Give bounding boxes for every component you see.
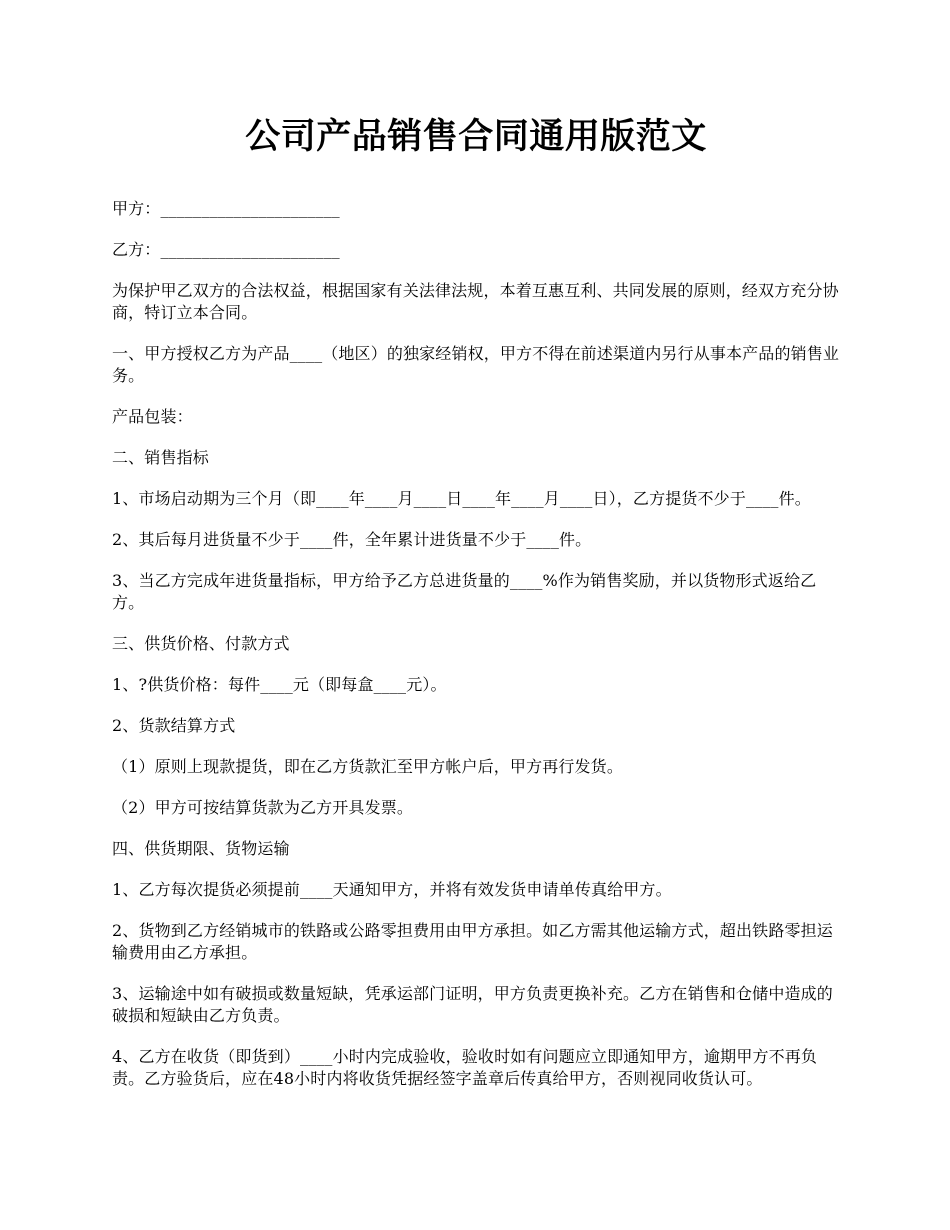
section-3-subitem-2: （2）甲方可按结算货款为乙方开具发票。 xyxy=(112,798,414,817)
document-title: 公司产品销售合同通用版范文 xyxy=(245,116,707,157)
section-3-item-2: 2、货款结算方式 xyxy=(112,716,236,735)
section-4-item-1: 1、乙方每次提货必须提前____天通知甲方，并将有效发货申请单传真给甲方。 xyxy=(112,880,672,899)
section-4-item-3: 3、运输途中如有破损或数量短缺，凭承运部门证明，甲方负责更换补充。乙方在销售和仓储中造成的破损和短缺由乙方负责。 xyxy=(112,984,833,1025)
preamble-paragraph: 为保护甲乙双方的合法权益，根据国家有关法律法规，本着互惠互利、共同发展的原则，经双方充分协商，特订立本合同。 xyxy=(112,281,839,322)
section-4-heading: 四、供货期限、货物运输 xyxy=(112,839,290,858)
section-2-heading: 二、销售指标 xyxy=(112,448,209,467)
packaging-label: 产品包装： xyxy=(112,407,193,426)
party-b-line: 乙方：______________________ xyxy=(112,240,340,259)
section-2-item-1: 1、市场启动期为三个月（即____年____月____日____年____月____日），乙方提货不少于____件。 xyxy=(112,489,811,508)
section-4-item-4: 4、乙方在收货（即货到）____小时内完成验收，验收时如有问题应立即通知甲方，逾期甲方不再负责。乙方验货后，应在48小时内将收货凭据经签字盖章后传真给甲方，否则视同收货认可。 xyxy=(112,1047,818,1088)
section-3-heading: 三、供货价格、付款方式 xyxy=(112,634,290,653)
document-content xyxy=(112,112,840,1109)
section-4-item-2: 2、货物到乙方经销城市的铁路或公路零担费用由甲方承担。如乙方需其他运输方式，超出铁路零担运输费用由乙方承担。 xyxy=(112,921,833,962)
section-3-subitem-1: （1）原则上现款提货，即在乙方货款汇至甲方帐户后，甲方再行发货。 xyxy=(112,757,623,776)
clause-1-paragraph: 一、甲方授权乙方为产品____（地区）的独家经销权，甲方不得在前述渠道内另行从事本产品的销售业务。 xyxy=(112,344,840,385)
section-3-item-1: 1、?供货价格：每件____元（即每盒____元）。 xyxy=(112,675,447,694)
section-2-item-3: 3、当乙方完成年进货量指标，甲方给予乙方总进货量的____%作为销售奖励，并以货物形式返给乙方。 xyxy=(112,571,817,612)
party-a-line: 甲方：______________________ xyxy=(112,199,340,218)
section-2-item-2: 2、其后每月进货量不少于____件，全年累计进货量不少于____件。 xyxy=(112,530,592,549)
